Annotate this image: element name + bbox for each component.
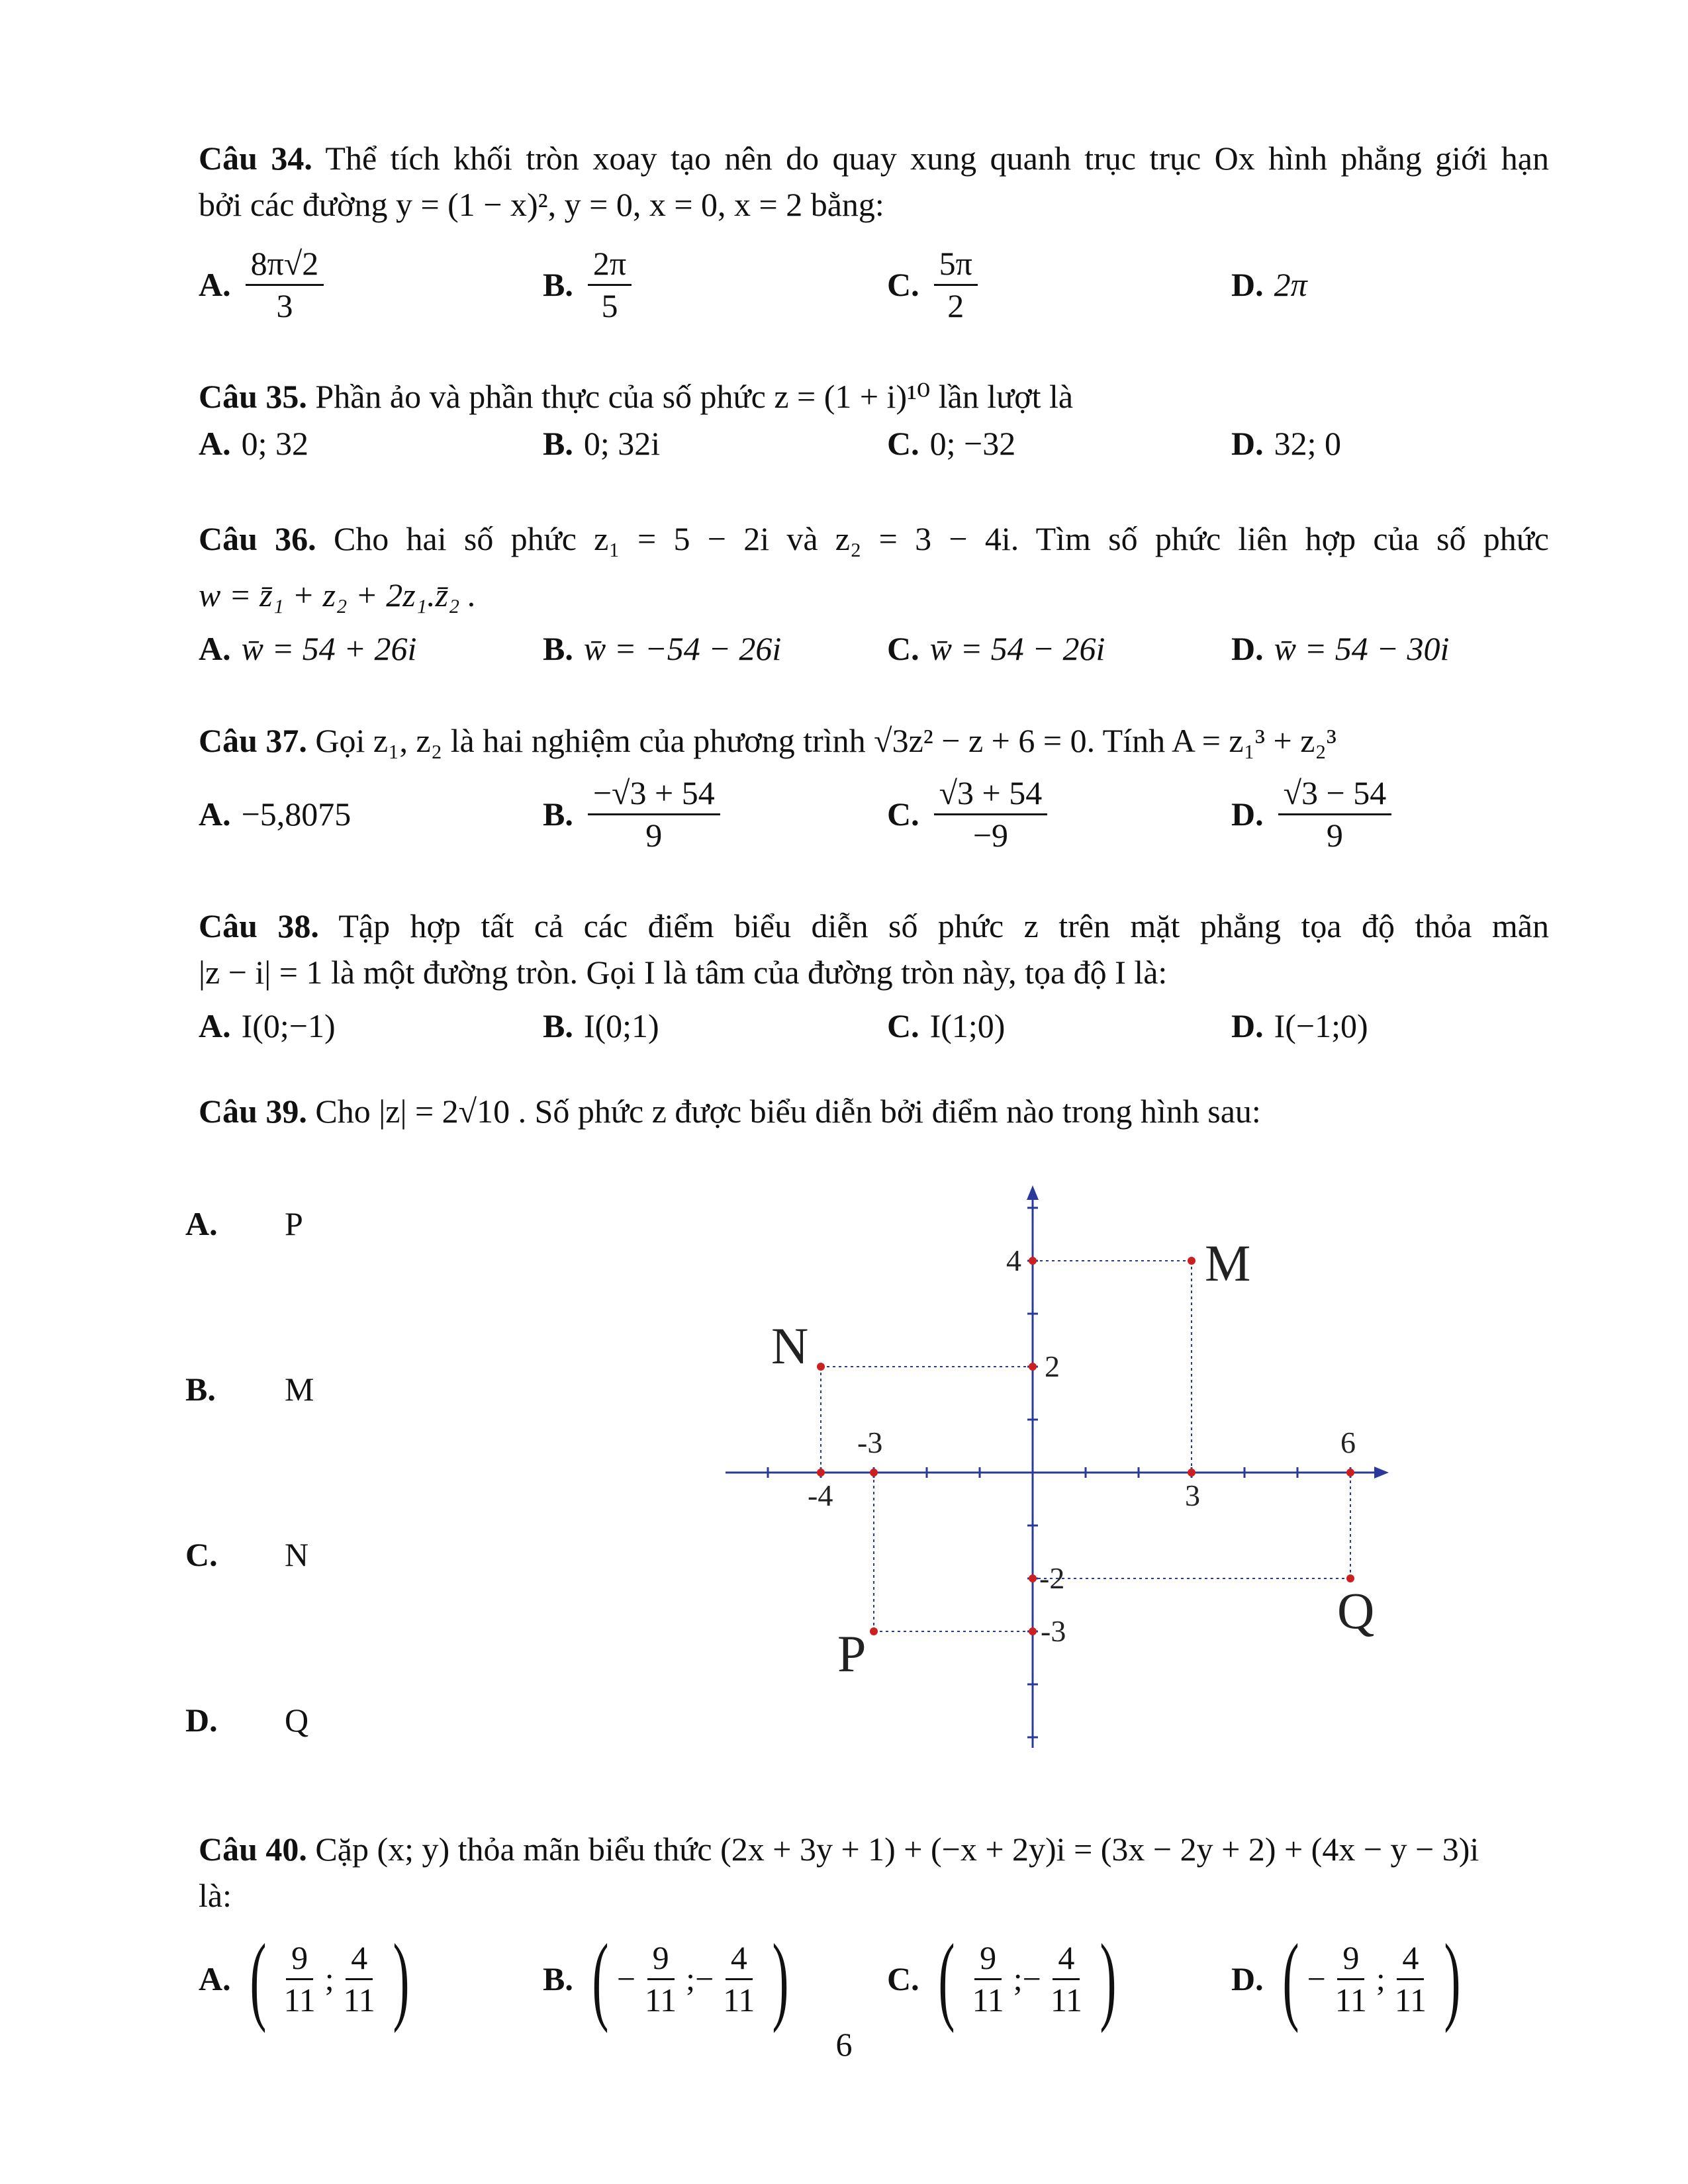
denominator: 9 <box>645 816 663 854</box>
fraction <box>1330 1940 1372 2017</box>
point-label-n: N <box>771 1317 809 1375</box>
denominator: 11 <box>343 1981 375 2019</box>
fraction <box>588 776 720 852</box>
option-letter: D. <box>1231 630 1264 667</box>
denominator: −9 <box>972 816 1009 854</box>
option-letter: C. <box>887 630 919 667</box>
option-letter: C. <box>887 425 919 462</box>
right-paren: ) <box>1444 1924 1461 2034</box>
point-label-q: Q <box>1337 1582 1375 1639</box>
q39-option-b[interactable] <box>185 1370 314 1408</box>
option-letter: A. <box>199 1960 231 1997</box>
fraction <box>967 1940 1009 2017</box>
axis-label: -3 <box>857 1426 883 1459</box>
numerator: 4 <box>1053 1940 1080 1980</box>
point-label-p: P <box>837 1625 867 1682</box>
q36-line2: w = z̄₁ + z₂ + 2z₁.z̄₂ . <box>199 576 477 614</box>
sign: − <box>1307 1960 1326 1997</box>
numerator: 5π <box>934 246 978 286</box>
point-projection <box>1188 1469 1196 1477</box>
q38-text1: Tập hợp tất cả các điểm biểu diễn số phức z trên mặt phẳng tọa độ thỏa mãn <box>338 907 1549 944</box>
fraction <box>338 1940 381 2017</box>
denominator: 11 <box>645 1981 677 2019</box>
option-letter: A. <box>199 796 231 833</box>
option-letter: C. <box>887 1007 919 1044</box>
denominator: 11 <box>1335 1981 1367 2019</box>
q38-option-d[interactable] <box>1231 986 1368 1066</box>
q34-label: Câu 34. <box>199 140 312 177</box>
denominator: 11 <box>972 1981 1004 2019</box>
numerator: √3 − 54 <box>1278 776 1392 815</box>
option-text: 0; 32i <box>583 425 661 462</box>
fraction <box>934 246 978 323</box>
q39-option-a[interactable] <box>185 1205 303 1243</box>
option-letter: A. <box>185 1205 218 1242</box>
q40-option-d[interactable] <box>1231 1924 1469 2034</box>
axis-label: 4 <box>1006 1244 1021 1277</box>
q40-options <box>199 1924 1549 2034</box>
point-label-m: M <box>1205 1234 1251 1292</box>
option-text: w̄ = 54 − 26i <box>929 630 1105 667</box>
sign: − <box>1022 1960 1041 1997</box>
numerator: √3 + 54 <box>934 776 1048 815</box>
point-projection <box>870 1469 878 1477</box>
q34-line2: bởi các đường y = (1 − x)², y = 0, x = 0, x = 2 bằng: <box>199 186 884 223</box>
denominator: 9 <box>1326 816 1343 854</box>
option-letter: A. <box>199 1007 231 1044</box>
point-projection <box>1346 1469 1354 1477</box>
q35-label: Câu 35. <box>199 378 307 415</box>
q36-text1: Cho hai số phức z₁ = 5 − 2i và z₂ = 3 − 4i. Tìm số phức liên hợp của số phức <box>333 520 1549 557</box>
option-letter: B. <box>543 630 573 667</box>
q36-option-a[interactable] <box>199 609 416 688</box>
q37-line1 <box>199 721 1549 760</box>
option-text: N <box>285 1536 309 1573</box>
q35-options <box>199 404 1549 483</box>
q37-option-b[interactable] <box>543 774 724 854</box>
axis-label: 6 <box>1340 1426 1356 1459</box>
option-letter: B. <box>543 425 573 462</box>
point-projection <box>1029 1627 1037 1635</box>
q37-label: Câu 37. <box>199 722 307 759</box>
q34-options <box>199 245 1549 324</box>
q35-text: Phần ảo và phần thực của số phức z = (1 + i)¹⁰ lần lượt là <box>315 378 1074 415</box>
q39-line1 <box>199 1092 1549 1130</box>
axis-label: -2 <box>1039 1561 1065 1595</box>
numerator: 9 <box>1337 1940 1364 1980</box>
option-letter: D. <box>1231 1960 1264 1997</box>
option-letter: B. <box>543 1960 573 1997</box>
q38-option-c[interactable] <box>887 986 1005 1066</box>
point-projection <box>817 1469 825 1477</box>
q37-options <box>199 774 1549 854</box>
q39-option-d[interactable] <box>185 1701 308 1739</box>
numerator: 9 <box>974 1940 1002 1980</box>
axis-label: -4 <box>808 1479 833 1512</box>
axis-label: 2 <box>1045 1349 1060 1383</box>
option-text: I(0;−1) <box>241 1007 336 1044</box>
left-paren: ( <box>592 1924 609 2034</box>
option-text: P <box>285 1205 303 1242</box>
q35-option-a[interactable] <box>199 404 308 483</box>
denominator: 3 <box>276 287 293 324</box>
fraction <box>1389 1940 1432 2017</box>
q34-option-c[interactable] <box>887 245 982 324</box>
point-projection <box>1029 1574 1037 1582</box>
fraction <box>934 776 1048 852</box>
option-text: 0; 32 <box>241 425 309 462</box>
point-m <box>1188 1257 1196 1265</box>
q40-line2: là: <box>199 1877 232 1914</box>
right-paren: ) <box>393 1924 410 2034</box>
denominator: 5 <box>601 287 618 324</box>
q34-text1: Thể tích khối tròn xoay tạo nên do quay xung quanh trục trục Ox hình phẳng giới hạn <box>325 140 1549 177</box>
q36-line1 <box>199 520 1549 558</box>
separator: ; <box>324 1960 334 1997</box>
q36-option-c[interactable] <box>887 609 1105 688</box>
sign: − <box>616 1960 636 1997</box>
option-text: 2π <box>1274 266 1307 303</box>
left-paren: ( <box>938 1924 955 2034</box>
option-letter: D. <box>1231 1007 1264 1044</box>
denominator: 11 <box>1394 1981 1427 2019</box>
option-letter: B. <box>543 266 573 303</box>
left-paren: ( <box>1282 1924 1299 2034</box>
denominator: 11 <box>1050 1981 1082 2019</box>
q34-option-d[interactable] <box>1231 245 1307 324</box>
q40-label: Câu 40. <box>199 1831 307 1868</box>
q36-option-b[interactable] <box>543 609 781 688</box>
q40-text1: Cặp (x; y) thỏa mãn biểu thức (2x + 3y + 1) + (−x + 2y)i = (3x − 2y + 2) + (4x − y − 3)i <box>315 1831 1479 1868</box>
point-n <box>817 1363 825 1371</box>
q34-option-b[interactable] <box>543 245 635 324</box>
q37-text: Gọi z₁, z₂ là hai nghiệm của phương trình √3z² − z + 6 = 0. Tính A = z₁³ + z₂³ <box>315 722 1336 759</box>
sign: − <box>695 1960 714 1997</box>
q40-line1 <box>199 1830 1549 1868</box>
option-letter: A. <box>199 425 231 462</box>
point-p <box>870 1627 878 1635</box>
right-paren: ) <box>772 1924 789 2034</box>
page-number: 6 <box>835 2026 853 2063</box>
separator: ; <box>1013 1960 1023 1997</box>
x-axis-arrow <box>1374 1467 1389 1479</box>
axis-label: -3 <box>1041 1614 1066 1648</box>
axis-label: 3 <box>1185 1479 1200 1512</box>
q35-option-b[interactable] <box>543 404 660 483</box>
fraction <box>1045 1940 1088 2017</box>
numerator: 9 <box>647 1940 675 1980</box>
option-letter: D. <box>185 1702 218 1739</box>
fraction <box>279 1940 321 2017</box>
denominator: 2 <box>947 287 964 324</box>
numerator: 8π√2 <box>246 246 324 286</box>
q34-option-a[interactable] <box>199 245 328 324</box>
option-letter: B. <box>543 1007 573 1044</box>
left-paren: ( <box>250 1924 267 2034</box>
option-letter: D. <box>1231 266 1264 303</box>
numerator: 4 <box>346 1940 373 1980</box>
numerator: 2π <box>588 246 632 286</box>
q36-option-d[interactable] <box>1231 609 1449 688</box>
q39-text: Cho |z| = 2√10 . Số phức z được biểu diễn bởi điểm nào trong hình sau: <box>315 1093 1261 1130</box>
option-letter: D. <box>1231 425 1264 462</box>
q38-option-a[interactable] <box>199 986 336 1066</box>
q35-option-c[interactable] <box>887 404 1015 483</box>
q39-label: Câu 39. <box>199 1093 307 1130</box>
option-letter: A. <box>199 266 231 303</box>
q38-option-b[interactable] <box>543 986 659 1066</box>
option-letter: C. <box>887 796 919 833</box>
q40-option-a[interactable] <box>199 1924 418 2034</box>
option-letter: C. <box>887 1960 919 1997</box>
separator: ; <box>686 1960 696 1997</box>
option-letter: B. <box>185 1371 216 1408</box>
option-letter: C. <box>887 266 919 303</box>
q38-label: Câu 38. <box>199 907 319 944</box>
option-text: Q <box>285 1702 309 1739</box>
q38-line1 <box>199 907 1549 945</box>
option-text: I(1;0) <box>929 1007 1006 1044</box>
q39-coordinate-figure <box>715 1165 1443 1760</box>
q37-option-d[interactable] <box>1231 774 1395 854</box>
option-letter: A. <box>199 630 231 667</box>
fraction <box>246 246 324 323</box>
option-text: I(0;1) <box>583 1007 659 1044</box>
q35-option-d[interactable] <box>1231 404 1341 483</box>
option-text: w̄ = −54 − 26i <box>583 630 782 667</box>
option-letter: C. <box>185 1536 218 1573</box>
option-text: M <box>285 1371 314 1408</box>
option-letter: D. <box>1231 796 1264 833</box>
option-text: w̄ = 54 − 30i <box>1274 630 1450 667</box>
q37-option-a[interactable] <box>199 774 351 854</box>
fraction <box>1278 776 1392 852</box>
numerator: −√3 + 54 <box>588 776 720 815</box>
numerator: 4 <box>726 1940 753 1980</box>
exam-page <box>185 0 1549 2184</box>
point-projection <box>1029 1363 1037 1371</box>
separator: ; <box>1376 1960 1385 1997</box>
q36-label: Câu 36. <box>199 520 316 557</box>
numerator: 4 <box>1397 1940 1424 1980</box>
q38-options <box>199 986 1549 1066</box>
option-text: −5,8075 <box>241 796 352 833</box>
q40-option-b[interactable] <box>543 1924 797 2034</box>
q36-options <box>199 609 1549 688</box>
q38-line2: |z − i| = 1 là một đường tròn. Gọi I là tâm của đường tròn này, tọa độ I là: <box>199 954 1168 991</box>
fraction <box>588 246 632 323</box>
fraction <box>718 1940 760 2017</box>
y-axis-arrow <box>1027 1185 1039 1200</box>
option-letter: B. <box>543 796 573 833</box>
denominator: 11 <box>283 1981 316 2019</box>
fraction <box>639 1940 682 2017</box>
right-paren: ) <box>1100 1924 1117 2034</box>
q40-option-c[interactable] <box>887 1924 1125 2034</box>
denominator: 11 <box>723 1981 755 2019</box>
q34-line1 <box>199 139 1549 177</box>
option-text: I(−1;0) <box>1274 1007 1368 1044</box>
q39-option-c[interactable] <box>185 1535 308 1574</box>
q37-option-c[interactable] <box>887 774 1051 854</box>
option-text: 32; 0 <box>1274 425 1342 462</box>
option-text: w̄ = 54 + 26i <box>241 630 417 667</box>
numerator: 9 <box>286 1940 313 1980</box>
point-projection <box>1029 1257 1037 1265</box>
option-text: 0; −32 <box>929 425 1016 462</box>
